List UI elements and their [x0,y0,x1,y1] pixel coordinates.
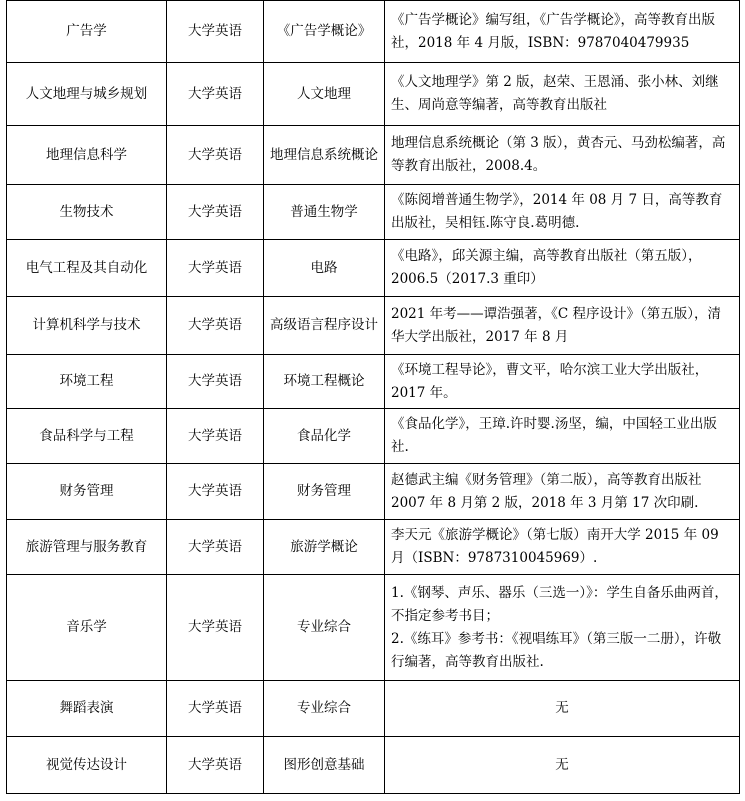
table-row [7,297,740,355]
subject-cell: 电路 [264,240,385,297]
exam-cell: 大学英语 [167,355,264,409]
table-row [7,409,740,464]
major-cell: 电气工程及其自动化 [7,240,167,297]
reference-cell: 李天元《旅游学概论》（第七版）南开大学 2015 年 09 月（ISBN：9787310045969）. [385,520,740,575]
subject-cell: 专业综合 [264,575,385,681]
reference-cell: 《广告学概论》编写组，《广告学概论》，高等教育出版社，2018 年 4 月版，ISBN：9787040479935 [385,1,740,63]
major-cell: 音乐学 [7,575,167,681]
table-row [7,185,740,240]
reference-cell: 《电路》，邱关源主编，高等教育出版社（第五版），2006.5（2017.3 重印） [385,240,740,297]
major-cell: 计算机科学与技术 [7,297,167,355]
reference-cell: 《人文地理学》第 2 版，赵荣、王恩涌、张小林、刘继生、周尚意等编著，高等教育出版社 [385,63,740,126]
reference-cell: 2021 年考——谭浩强著，《C 程序设计》（第五版），清华大学出版社，2017 年 8 月 [385,297,740,355]
exam-cell: 大学英语 [167,126,264,185]
major-cell: 人文地理与城乡规划 [7,63,167,126]
exam-cell: 大学英语 [167,1,264,63]
table-row [7,1,740,63]
table-row [7,737,740,794]
reference-cell: 地理信息系统概论（第 3 版），黄杏元、马劲松编著，高等教育出版社，2008.4。 [385,126,740,185]
subject-cell: 地理信息系统概论 [264,126,385,185]
subject-cell: 食品化学 [264,409,385,464]
subject-cell: 高级语言程序设计 [264,297,385,355]
table-row [7,681,740,737]
reference-cell: 无 [385,681,740,737]
major-cell: 食品科学与工程 [7,409,167,464]
major-cell: 环境工程 [7,355,167,409]
subject-cell: 财务管理 [264,464,385,520]
subject-cell: 《广告学概论》 [264,1,385,63]
subject-cell: 图形创意基础 [264,737,385,794]
subject-cell: 专业综合 [264,681,385,737]
exam-cell: 大学英语 [167,240,264,297]
reference-cell: 《食品化学》，王璋.许时婴.汤坚，编，中国轻工业出版社. [385,409,740,464]
reference-cell: 《环境工程导论》，曹文平，哈尔滨工业大学出版社，2017 年。 [385,355,740,409]
major-cell: 旅游管理与服务教育 [7,520,167,575]
exam-cell: 大学英语 [167,185,264,240]
subject-cell: 旅游学概论 [264,520,385,575]
exam-cell: 大学英语 [167,681,264,737]
table-row [7,464,740,520]
major-cell: 生物技术 [7,185,167,240]
reference-line-1: 1.《钢琴、声乐、器乐（三选一）》：学生自备乐曲两首，不指定参考书目； [391,584,728,624]
table-row [7,520,740,575]
major-cell: 视觉传达设计 [7,737,167,794]
reference-line-2: 2.《练耳》参考书：《视唱练耳》（第三版一二册），许敬行编著，高等教育出版社. [391,630,722,670]
table-row [7,355,740,409]
exam-cell: 大学英语 [167,520,264,575]
major-cell: 财务管理 [7,464,167,520]
table-row [7,240,740,297]
subject-cell: 人文地理 [264,63,385,126]
reference-cell: 《陈阅增普通生物学》，2014 年 08 月 7 日，高等教育出版社，吴相钰.陈守良.葛明德. [385,185,740,240]
table-row [7,575,740,681]
exam-cell: 大学英语 [167,409,264,464]
subject-cell: 普通生物学 [264,185,385,240]
reference-cell: 赵德武主编《财务管理》（第二版），高等教育出版社 2007 年 8 月第 2 版，2018 年 3 月第 17 次印刷. [385,464,740,520]
major-cell: 广告学 [7,1,167,63]
exam-cell: 大学英语 [167,297,264,355]
major-cell: 舞蹈表演 [7,681,167,737]
major-cell: 地理信息科学 [7,126,167,185]
subject-cell: 环境工程概论 [264,355,385,409]
table-row [7,63,740,126]
exam-cell: 大学英语 [167,63,264,126]
exam-cell: 大学英语 [167,737,264,794]
reference-book-table [6,0,740,794]
exam-cell: 大学英语 [167,575,264,681]
reference-cell [385,575,740,681]
table-row [7,126,740,185]
exam-cell: 大学英语 [167,464,264,520]
reference-cell: 无 [385,737,740,794]
